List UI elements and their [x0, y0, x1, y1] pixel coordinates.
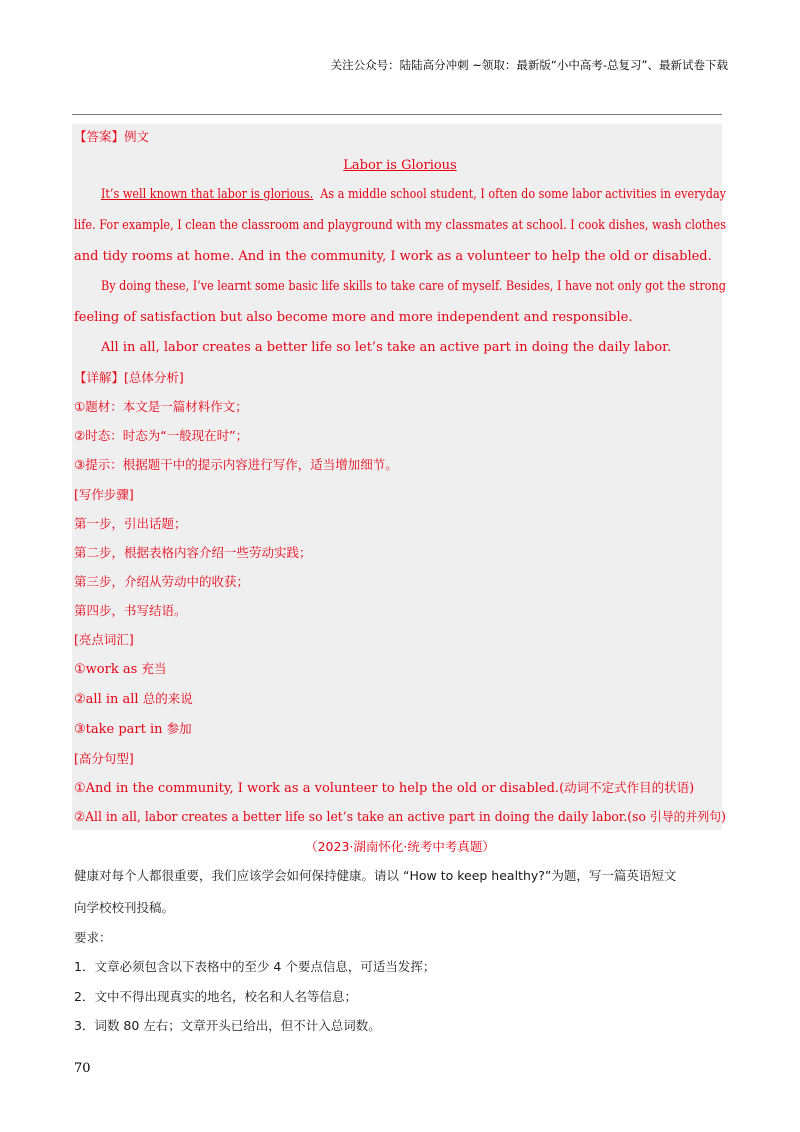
requirement-1: 1．文章必须包含以下表格中的至少 4 个要点信息，可适当发挥； [74, 959, 436, 974]
essay-paragraph-2-line-1: By doing these, I’ve learnt some basic life skills to take care of myself. Besides, I have not only got the strong [101, 279, 726, 294]
sentence-note: 引导的并列句 [649, 809, 722, 824]
sentence-pattern-heading: [高分句型] [74, 751, 134, 766]
writing-step-4: 第四步，书写结语。 [74, 603, 187, 618]
essay-paragraph-1-line-3: and tidy rooms at home. And in the community, I work as a volunteer to help the old or disabled. [74, 249, 712, 264]
sentence-pattern-2 [74, 808, 726, 827]
question-prompt-line-2: 向学校校刊投稿。 [74, 900, 175, 915]
essay-topic-sentence: It’s well known that labor is glorious. [101, 187, 314, 202]
requirement-2: 2．文中不得出现真实的地名，校名和人名等信息； [74, 989, 357, 1004]
vocab-num: ① [74, 662, 86, 677]
sentence-note: 动词不定式作目的状语 [564, 780, 690, 795]
page-number: 70 [74, 1061, 91, 1076]
sentence-en: All in all, labor creates a better life so let’s take an active part in doing the daily labor.(so [85, 810, 650, 825]
analysis-item-3: ③提示：根据题干中的提示内容进行写作，适当增加细节。 [74, 457, 398, 472]
essay-paragraph-1-line-2: life. For example, I clean the classroom and playground with my classmates at school. I cook dishes, wash clothes [74, 218, 726, 233]
overall-analysis-label: [总体分析] [124, 370, 184, 385]
sentence-num: ② [74, 810, 86, 825]
essay-paragraph-3-line-1: All in all, labor creates a better life so let’s take an active part in doing the daily labor. [101, 340, 672, 355]
vocab-en: all in all [85, 692, 143, 707]
analysis-item-1: ①题材：本文是一篇材料作文； [74, 399, 248, 414]
writing-step-1: 第一步，引出话题； [74, 516, 187, 531]
writing-steps-heading: [写作步骤] [74, 487, 134, 502]
explanation-heading [74, 369, 184, 387]
vocab-num: ③ [74, 722, 86, 737]
essay-paragraph-1-line-1 [101, 186, 726, 204]
vocab-num: ② [74, 692, 86, 707]
sentence-pattern-1 [74, 779, 694, 798]
vocab-en: work as [85, 662, 142, 677]
page-header: 关注公众号：陆陆高分冲刺 ~领取：最新版“小中高考-总复习”、最新试卷下载 [330, 58, 728, 72]
vocab-item-2 [74, 690, 193, 709]
requirement-3: 3．词数 80 左右；文章开头已给出，但不计入总词数。 [74, 1018, 381, 1033]
explanation-tag: 【详解】 [74, 370, 125, 385]
vocab-item-1 [74, 660, 166, 679]
essay-p1-rest: As a middle school student, I often do some labor activities in everyday [313, 187, 726, 202]
requirements-heading: 要求： [74, 930, 112, 945]
writing-step-3: 第三步，介绍从劳动中的收获； [74, 574, 250, 589]
sentence-close: ) [689, 781, 695, 796]
sentence-en: And in the community, I work as a volunteer to help the old or disabled.( [85, 781, 565, 796]
vocab-en: take part in [85, 722, 167, 737]
question-prompt-line-1: 健康对每个人都很重要，我们应该学会如何保持健康。请以 “How to keep healthy?”为题，写一篇英语短文 [74, 868, 677, 883]
essay-title: Labor is Glorious [343, 158, 457, 173]
sentence-num: ① [74, 781, 86, 796]
vocab-cn: 参加 [166, 721, 192, 736]
analysis-item-2: ②时态：时态为“一般现在时”； [74, 428, 249, 443]
answer-tag: 【答案】例文 [74, 129, 150, 144]
essay-paragraph-2-line-2: feeling of satisfaction but also become more and more independent and responsible. [74, 310, 633, 325]
writing-step-2: 第二步，根据表格内容介绍一些劳动实践； [74, 545, 312, 560]
vocab-heading: [亮点词汇] [74, 632, 134, 647]
vocab-cn: 充当 [141, 661, 167, 676]
question-source: （2023·湖南怀化·统考中考真题） [305, 839, 495, 854]
vocab-cn: 总的来说 [142, 691, 193, 706]
vocab-item-3 [74, 720, 192, 739]
sentence-close: ) [721, 810, 726, 825]
header-divider [72, 114, 722, 115]
